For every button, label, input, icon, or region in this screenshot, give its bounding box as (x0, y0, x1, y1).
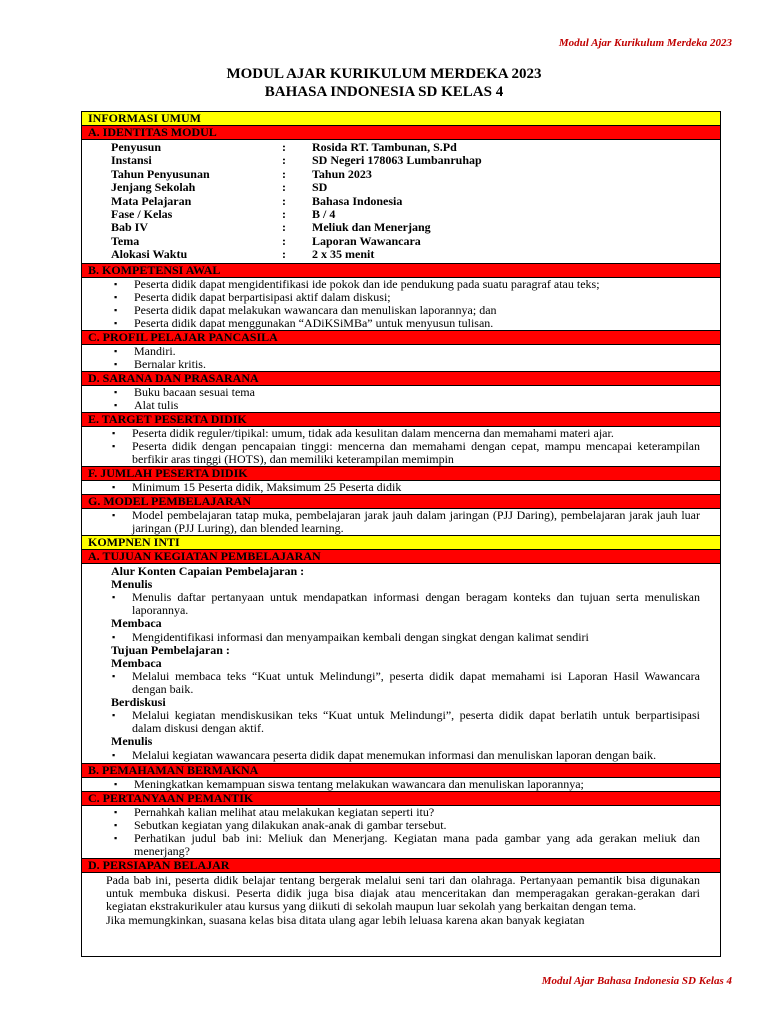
identitas-label: Tahun Penyusunan (111, 166, 210, 181)
list-item: ▪ Peserta didik dapat berpartisipasi aktif dalam diskusi; (82, 291, 720, 304)
identitas-label: Bab IV (111, 220, 149, 235)
list-item: ▪ Peserta didik reguler/tipikal: umum, tidak ada kesulitan dalam mencerna dan memahami materi ajar. (82, 427, 720, 440)
identitas-colon: : (282, 193, 286, 208)
section-kompetensi-awal: B. KOMPETENSI AWAL (82, 264, 720, 278)
section-informasi-umum: INFORMASI UMUM (82, 112, 720, 126)
identitas-colon: : (282, 166, 286, 181)
identitas-row (111, 248, 720, 261)
section-identitas-modul: A. IDENTITAS MODUL (82, 126, 720, 140)
sarana-list (82, 386, 720, 412)
identitas-row (111, 195, 720, 208)
identitas-value: Meliuk dan Menerjang (312, 220, 431, 235)
identitas-label: Tema (111, 233, 140, 248)
profil-list (82, 345, 720, 371)
section-sarana-prasarana: D. SARANA DAN PRASARANA (82, 372, 720, 386)
pemahaman-list (82, 778, 720, 791)
list-item: ▪ Meningkatkan kemampuan siswa tentang melakukan wawancara dan menuliskan laporannya; (82, 778, 720, 791)
list-item: ▪ Menulis daftar pertanyaan untuk mendapatkan informasi dengan beragam konteks dan tujuan serta menuliskan laporannya. (111, 591, 700, 617)
berdiskusi-heading: Berdiskusi (111, 695, 166, 710)
identitas-value: Rosida RT. Tambunan, S.Pd (312, 140, 457, 154)
list-item: ▪ Pernahkah kalian melihat atau melakukan kegiatan seperti itu? (82, 806, 720, 819)
pertanyaan-list (82, 806, 720, 858)
identitas-row (111, 181, 720, 194)
list-item: ▪ Alat tulis (82, 399, 720, 412)
identitas-colon: : (282, 233, 286, 248)
section-pertanyaan-pemantik: C. PERTANYAAN PEMANTIK (82, 792, 720, 806)
identitas-label: Alokasi Waktu (111, 247, 188, 262)
list-item: ▪ Mengidentifikasi informasi dan menyampaikan kembali dengan singkat dengan kalimat sendiri (111, 631, 700, 644)
kompetensi-list (82, 278, 720, 330)
menulis-heading: Menulis (111, 734, 153, 749)
list-item: ▪ Melalui kegiatan wawancara peserta didik dapat menemukan informasi dan menuliskan laporan dengan baik. (111, 749, 700, 762)
identitas-label: Mata Pelajaran (111, 193, 192, 208)
identitas-value: Tahun 2023 (312, 166, 372, 181)
identitas-value: B / 4 (312, 207, 336, 222)
section-pemahaman-bermakna: B. PEMAHAMAN BERMAKNA (82, 764, 720, 778)
menulis-heading: Menulis (111, 576, 153, 591)
list-item: ▪ Minimum 15 Peserta didik, Maksimum 25 Peserta didik (82, 481, 720, 494)
identitas-value: SD Negeri 178063 Lumbanruhap (312, 153, 482, 168)
persiapan-paragraph: Pada bab ini, peserta didik belajar tentang bergerak melalui seni tari dan olahraga. Pertanyaan pemantik bisa digunakan untuk membuka diskusi. Peserta didik juga bisa diajak atau menceritakan dan memperagakan gerakan-gerakan dari kegiatan ekstrakurikuler atau kursus yang diikuti di sekolah maupun luar sekolah yang berkaitan dengan tema. (106, 872, 700, 913)
section-persiapan-belajar: D. PERSIAPAN BELAJAR (82, 859, 720, 873)
list-item: ▪ Peserta didik dapat mengidentifikasi ide pokok dan ide pendukung pada suatu paragraf atau teks; (82, 278, 720, 291)
identitas-block (82, 140, 720, 264)
alur-heading: Alur Konten Capaian Pembelajaran : (111, 563, 305, 578)
identitas-colon: : (282, 153, 286, 168)
running-header: Modul Ajar Kurikulum Merdeka 2023 (558, 37, 732, 49)
tujuan-heading: Tujuan Pembelajaran : (111, 642, 230, 657)
identitas-value: 2 x 35 menit (312, 247, 375, 262)
module-table (81, 111, 721, 957)
identitas-colon: : (282, 140, 286, 154)
section-target-peserta: E. TARGET PESERTA DIDIK (82, 413, 720, 427)
running-footer: Modul Ajar Bahasa Indonesia SD Kelas 4 (541, 975, 732, 987)
identitas-label: Fase / Kelas (111, 207, 173, 222)
model-list (82, 509, 720, 535)
list-item: ▪ Melalui membaca teks “Kuat untuk Melindungi”, peserta didik dapat memahami isi Laporan Hasil Wawancara dengan baik. (111, 670, 700, 696)
list-item: ▪ Peserta didik dapat menggunakan “ADiKSiMBa” untuk menyusun tulisan. (82, 317, 720, 330)
list-item: ▪ Bernalar kritis. (82, 358, 720, 371)
list-item: ▪ Melalui kegiatan mendiskusikan teks “Kuat untuk Melindungi”, peserta didik dapat berlatih untuk berpartisipasi dalam diskusi dengan aktif. (111, 709, 700, 735)
identitas-label: Jenjang Sekolah (111, 180, 196, 195)
target-list (82, 427, 720, 466)
jumlah-list (82, 481, 720, 494)
persiapan-paragraph: Jika memungkinkan, suasana kelas bisa ditata ulang agar lebih leluasa karena akan banyak kegiatan (106, 912, 585, 927)
identitas-row (111, 154, 720, 167)
document-title: MODUL AJAR KURIKULUM MERDEKA 2023 (226, 66, 542, 82)
identitas-colon: : (282, 220, 286, 235)
identitas-label: Instansi (111, 153, 152, 168)
list-item: ▪ Sebutkan kegiatan yang dilakukan anak-anak di gambar tersebut. (82, 819, 720, 832)
section-profil-pelajar: C. PROFIL PELAJAR PANCASILA (82, 331, 720, 345)
list-item: ▪ Peserta didik dengan pencapaian tinggi: mencerna dan memahami dengan cepat, mampu mencapai keterampilan berfikir aras tinggi (HOTS), dan memiliki keterampilan memimpin (82, 440, 720, 466)
section-jumlah-peserta: F. JUMLAH PESERTA DIDIK (82, 467, 720, 481)
list-item: ▪ Buku bacaan sesuai tema (82, 386, 720, 399)
membaca-heading: Membaca (111, 655, 162, 670)
identitas-colon: : (282, 207, 286, 222)
identitas-value: SD (312, 180, 328, 195)
identitas-colon: : (282, 180, 286, 195)
identitas-row (111, 168, 720, 181)
identitas-row (111, 141, 720, 154)
list-item: ▪ Peserta didik dapat melakukan wawancara dan menuliskan laporannya; dan (82, 304, 720, 317)
list-item: ▪ Mandiri. (82, 345, 720, 358)
identitas-value: Laporan Wawancara (312, 233, 421, 248)
membaca-heading: Membaca (111, 616, 162, 631)
section-komponen-inti: KOMPNEN INTI (82, 536, 720, 550)
identitas-value: Bahasa Indonesia (312, 193, 403, 208)
tujuan-block (82, 564, 720, 764)
list-item: ▪ Perhatikan judul bab ini: Meliuk dan Menerjang. Kegiatan mana pada gambar yang ada gerakan meliuk dan menerjang? (82, 832, 720, 858)
document-subtitle: BAHASA INDONESIA SD KELAS 4 (264, 84, 504, 100)
section-tujuan-kegiatan: A. TUJUAN KEGIATAN PEMBELAJARAN (82, 550, 720, 564)
list-item: ▪ Model pembelajaran tatap muka, pembelajaran jarak jauh dalam jaringan (PJJ Daring), pembelajaran jarak jauh luar jaringan (PJJ Luring), dan blended learning. (82, 509, 720, 535)
identitas-row (111, 208, 720, 221)
identitas-colon: : (282, 247, 286, 262)
identitas-row (111, 235, 720, 248)
section-model-pembelajaran: G. MODEL PEMBELAJARAN (82, 495, 720, 509)
identitas-row (111, 221, 720, 234)
identitas-label: Penyusun (111, 140, 162, 154)
